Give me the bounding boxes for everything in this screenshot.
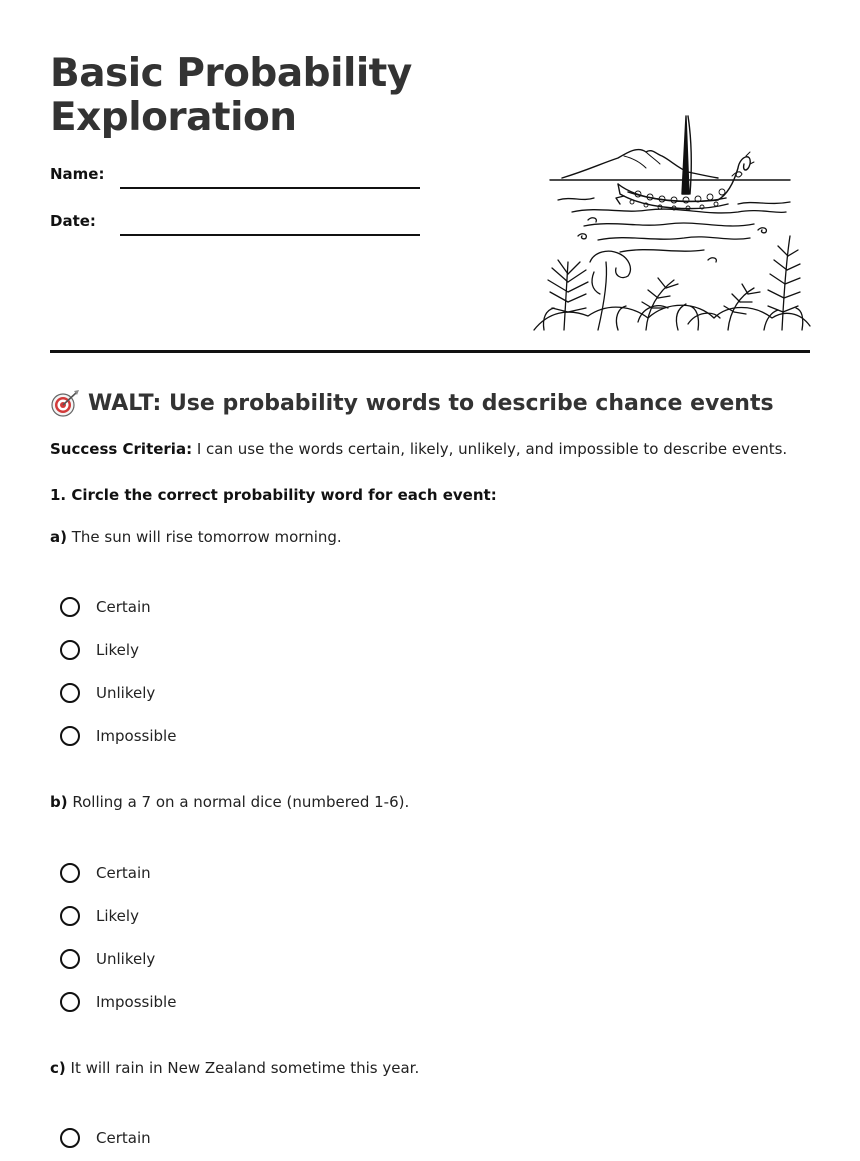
option-label: Unlikely — [96, 950, 156, 968]
question-1-heading: 1. Circle the correct probability word for each event: — [50, 486, 497, 504]
date-label: Date: — [50, 212, 96, 230]
option-label: Certain — [96, 598, 151, 616]
option-label: Certain — [96, 1129, 151, 1147]
option-label: Impossible — [96, 993, 177, 1011]
option-label: Certain — [96, 864, 151, 882]
walt-text: WALT: Use probability words to describe chance events — [88, 390, 774, 416]
worksheet-title — [50, 52, 412, 140]
name-label: Name: — [50, 165, 105, 183]
success-criteria-text: I can use the words certain, likely, unlikely, and impossible to describe events. — [196, 440, 788, 458]
header-divider — [50, 350, 810, 353]
event-b-option-certain[interactable] — [60, 860, 151, 886]
event-a-option-likely[interactable] — [60, 637, 139, 663]
event-b-text: Rolling a 7 on a normal dice (numbered 1-6). — [72, 793, 410, 811]
option-radio[interactable] — [60, 863, 80, 883]
event-b-letter: b) — [50, 793, 68, 811]
walt-heading — [50, 388, 774, 418]
option-radio[interactable] — [60, 683, 80, 703]
event-a-letter: a) — [50, 528, 67, 546]
event-a-option-certain[interactable] — [60, 594, 151, 620]
success-criteria — [50, 440, 787, 458]
title-line-1: Basic Probability — [50, 51, 412, 96]
success-criteria-label: Success Criteria: — [50, 440, 193, 458]
event-c-option-certain[interactable] — [60, 1125, 151, 1151]
option-label: Likely — [96, 641, 139, 659]
event-b-option-impossible[interactable] — [60, 989, 176, 1015]
option-label: Impossible — [96, 727, 177, 745]
event-c-prompt — [50, 1059, 419, 1077]
name-field[interactable] — [120, 187, 420, 189]
event-b-option-likely[interactable] — [60, 903, 139, 929]
event-c-text: It will rain in New Zealand sometime this year. — [70, 1059, 420, 1077]
date-field[interactable] — [120, 234, 420, 236]
event-a-option-unlikely[interactable] — [60, 680, 155, 706]
option-label: Unlikely — [96, 684, 156, 702]
event-a-text: The sun will rise tomorrow morning. — [71, 528, 342, 546]
event-c-letter: c) — [50, 1059, 66, 1077]
event-b-option-unlikely[interactable] — [60, 946, 155, 972]
option-radio[interactable] — [60, 726, 80, 746]
option-radio[interactable] — [60, 992, 80, 1012]
option-label: Likely — [96, 907, 139, 925]
target-dart-icon — [50, 388, 80, 418]
option-radio[interactable] — [60, 906, 80, 926]
option-radio[interactable] — [60, 1128, 80, 1148]
option-radio[interactable] — [60, 640, 80, 660]
event-a-prompt — [50, 528, 342, 546]
event-b-prompt — [50, 793, 409, 811]
option-radio[interactable] — [60, 597, 80, 617]
option-radio[interactable] — [60, 949, 80, 969]
event-a-option-impossible[interactable] — [60, 723, 176, 749]
title-line-2: Exploration — [50, 95, 297, 140]
waka-canoe-landscape-illustration — [528, 112, 812, 332]
